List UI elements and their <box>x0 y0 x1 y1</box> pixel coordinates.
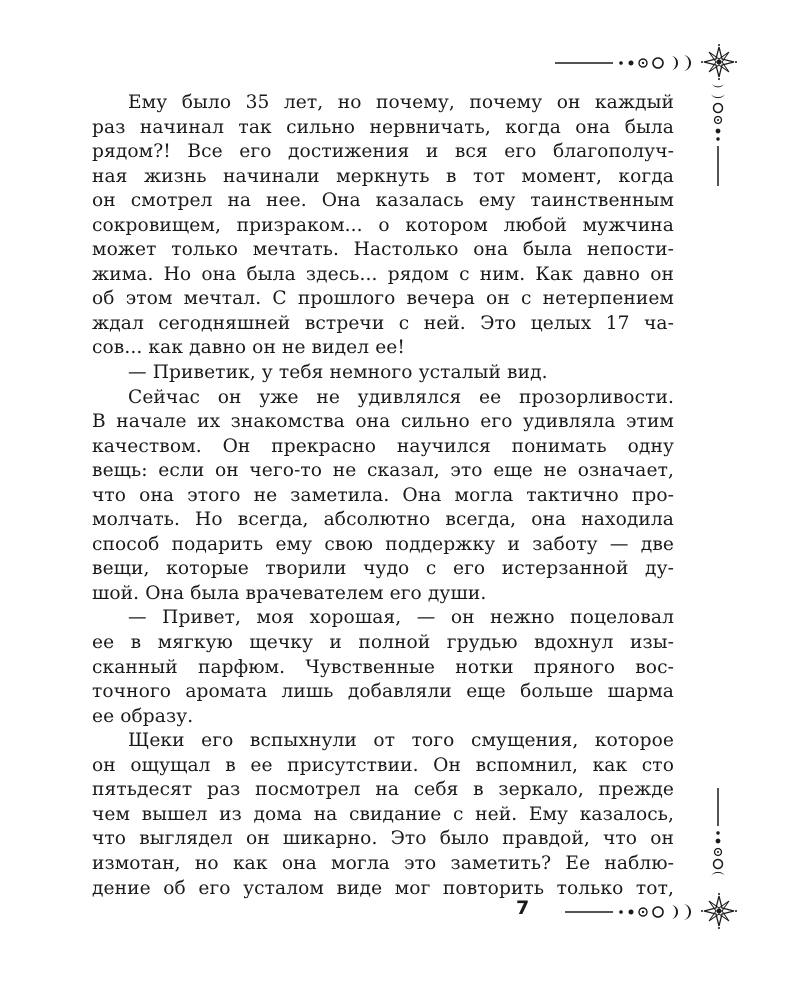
text-line: ная жизнь начинали меркнуть в тот момент, когда <box>92 165 674 187</box>
text-line: жима. Но она была здесь... рядом с ним. Как давно он <box>92 263 674 285</box>
text-line: пятьдесят раз посмотрел на себя в зеркало, прежде <box>92 779 674 801</box>
text-line: — Приветик, у тебя немного усталый вид. <box>128 362 548 384</box>
text-line: точного аромата лишь добавляли еще больше шарма <box>92 681 674 703</box>
text-line: может только мечтать. Настолько она была непости- <box>92 239 674 261</box>
text-line: чем вышел из дома на свидание с ней. Ему казалось, <box>92 803 674 825</box>
text-line: сокровищем, призраком... о котором любой мужчина <box>92 214 674 236</box>
text-line: Щеки его вспыхнули от того смущения, которое <box>128 730 674 752</box>
text-line: В начале их знакомства она сильно его удивляла этим <box>92 411 674 433</box>
text-line: рядом?! Все его достижения и вся его благополуч- <box>92 141 674 163</box>
top-moon-ornament-icon <box>555 44 745 80</box>
text-line: молчать. Но всегда, абсолютно всегда, она находила <box>92 509 674 531</box>
text-line: измотан, но как она могла это заметить? Ее наблю- <box>92 852 674 874</box>
text-line: ее образу. <box>92 705 194 727</box>
text-line: способ подарить ему свою поддержку и заботу — две <box>92 533 674 555</box>
text-line: что выглядел он шикарно. Это было правдой, что он <box>92 828 674 850</box>
text-line: вещь: если он чего-то не сказал, это еще не означает, <box>92 460 674 482</box>
text-line: он смотрел на нее. Она казалась ему таинственным <box>92 190 674 212</box>
text-line: сов... как давно он не видел ее! <box>92 337 405 359</box>
text-line: что она этого не заметила. Она могла тактично про- <box>92 484 674 506</box>
text-line: Сейчас он уже не удивлялся ее прозорливости. <box>128 386 674 408</box>
text-line: он ощущал в ее присутствии. Он вспомнил, как сто <box>92 754 674 776</box>
text-line: шой. Она была врачевателем его души. <box>92 582 487 604</box>
side-moon-ornament-bottom-icon <box>706 786 730 886</box>
text-line: Ему было 35 лет, но почему, почему он каждый <box>128 92 674 113</box>
text-line: вещи, которые творили чудо с его истерзанной ду- <box>92 558 674 580</box>
text-line: ждал сегодняшней встречи с ней. Это целых 17 ча- <box>92 312 674 334</box>
side-moon-ornament-top-icon <box>706 80 730 190</box>
text-line: — Привет, моя хорошая, — он нежно поцеловал <box>128 607 674 629</box>
text-line: ее в мягкую щечку и полной грудью вдохнул изы- <box>92 632 674 654</box>
text-line: об этом мечтал. С прошлого вечера он с нетерпением <box>92 288 674 310</box>
text-line: дение об его усталом виде мог повторить только тот, <box>92 877 674 899</box>
text-line: раз начинал так сильно нервничать, когда она была <box>92 116 674 138</box>
text-line: качеством. Он прекрасно научился понимать одну <box>92 435 674 457</box>
page-number: 7 <box>516 897 530 919</box>
body-text <box>92 91 674 901</box>
text-line: сканный парфюм. Чувственные нотки пряного вос- <box>92 656 674 678</box>
